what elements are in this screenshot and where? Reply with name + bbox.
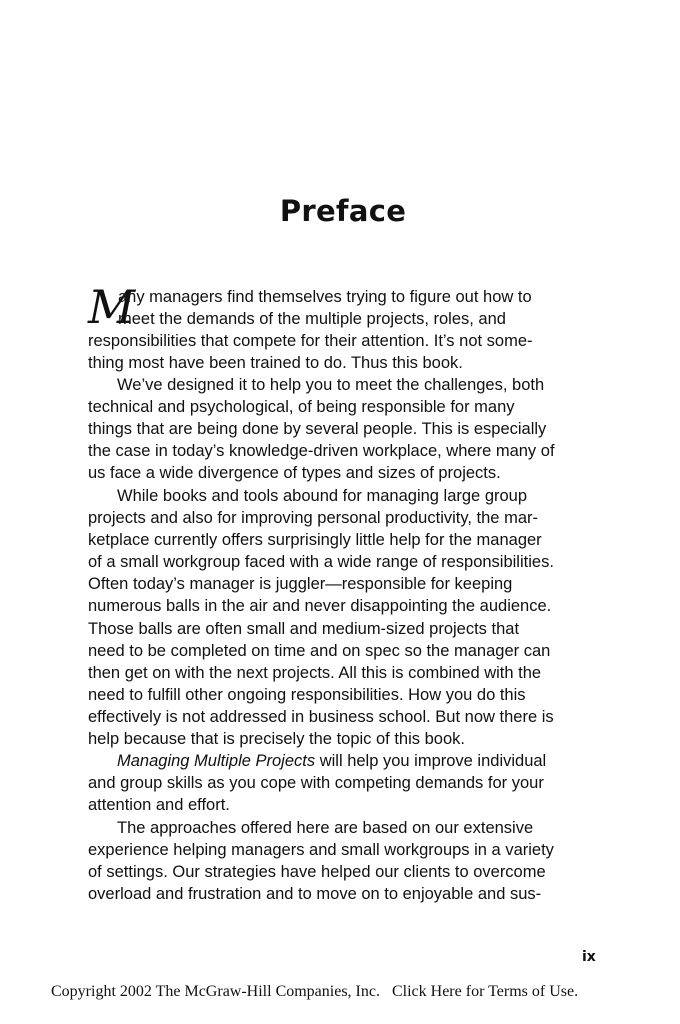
- text-line: meet the demands of the multiple projects, roles, and: [118, 310, 506, 329]
- copyright-notice: Copyright 2002 The McGraw-Hill Companies, Inc.: [51, 983, 380, 1000]
- text-line: the case in today’s knowledge-driven workplace, where many of: [88, 442, 555, 461]
- text-line: thing most have been trained to do. Thus this book.: [88, 354, 463, 373]
- text-line: effectively is not addressed in business school. But now there is: [88, 707, 554, 726]
- text-line: While books and tools abound for managing large group: [117, 487, 528, 505]
- text-line: any managers find themselves trying to figure out how to: [118, 288, 532, 306]
- text-line: and group skills as you cope with competing demands for your: [88, 774, 544, 793]
- text-line: things that are being done by several people. This is especially: [88, 420, 547, 439]
- text-line: overload and frustration and to move on to enjoyable and sus-: [88, 885, 542, 904]
- text-line: ketplace currently offers surprisingly little help for the manager: [88, 531, 542, 550]
- paragraph-4: [88, 750, 618, 816]
- paragraph-3: [88, 485, 618, 750]
- page-title: Preface: [279, 194, 407, 228]
- text-line: We’ve designed it to help you to meet the challenges, both: [117, 376, 545, 394]
- text-line: [88, 750, 618, 772]
- text-line: The approaches offered here are based on our extensive: [117, 819, 534, 837]
- paragraph-1: [88, 280, 618, 374]
- text-line: need to fulfill other ongoing responsibilities. How you do this: [88, 685, 526, 704]
- text-line: technical and psychological, of being responsible for many: [88, 398, 515, 417]
- paragraph-2: [88, 374, 618, 484]
- text-line: of a small workgroup faced with a wide range of responsibilities.: [88, 553, 554, 572]
- text-line: of settings. Our strategies have helped our clients to overcome: [88, 863, 546, 882]
- text-line: Often today’s manager is juggler—responsible for keeping: [88, 575, 513, 594]
- text-line: then get on with the next projects. All this is combined with the: [88, 663, 542, 682]
- text-line: attention and effort.: [88, 796, 230, 815]
- page-number: ix: [582, 949, 596, 965]
- terms-of-use-link[interactable]: Click Here for Terms of Use.: [391, 983, 579, 1000]
- book-title: Managing Multiple Projects: [117, 752, 316, 770]
- text-line: responsibilities that compete for their attention. It’s not some-: [88, 332, 533, 351]
- paragraph-5: [88, 817, 618, 905]
- text-line: us face a wide divergence of types and sizes of projects.: [88, 464, 501, 483]
- text-line: projects and also for improving personal productivity, the mar-: [88, 509, 538, 528]
- drop-cap: M: [88, 280, 136, 334]
- text-line: numerous balls in the air and never disappointing the audience.: [88, 597, 552, 616]
- text-line: Those balls are often small and medium-sized projects that: [88, 619, 520, 638]
- text-line: help because that is precisely the topic of this book.: [88, 730, 465, 749]
- text-line: experience helping managers and small workgroups in a variety: [88, 841, 554, 860]
- text-fragment: will help you improve individual: [315, 752, 547, 770]
- footer: [51, 983, 578, 1001]
- text-line: need to be completed on time and on spec so the manager can: [88, 641, 551, 660]
